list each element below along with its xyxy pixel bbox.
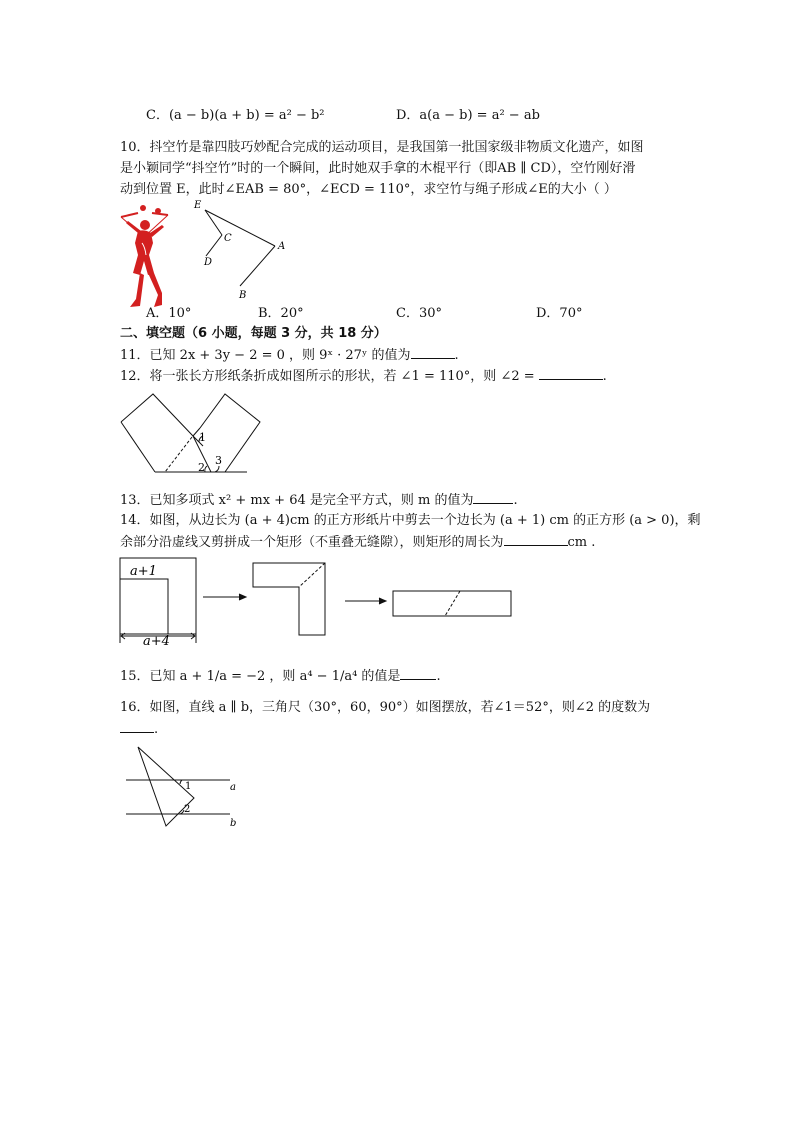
label-line-a: a (230, 782, 236, 793)
q13 (120, 491, 518, 510)
label-b: B (239, 290, 247, 301)
diabolo-player-illustration (118, 203, 180, 313)
q13-answer-blank (473, 491, 513, 504)
q10-line-2: 是小颖同学“抖空竹”时的一个瞬间，此时她双手拿的木棍平行（即AB ∥ CD），空竹刚好滑 (120, 161, 636, 176)
label-d: D (204, 257, 213, 268)
q16-end: . (154, 722, 159, 737)
cut-square (120, 579, 168, 634)
q15 (120, 667, 441, 686)
angle-2-arc (205, 466, 207, 472)
q16-line-2 (120, 720, 158, 739)
q14-line-1: 14．如图，从边长为 (a + 4)cm 的正方形纸片中剪去一个边长为 (a + 1) cm 的正方形 (a > 0)，剩 (120, 513, 701, 528)
label-e: E (194, 200, 202, 211)
label-c: C (224, 233, 232, 244)
q10-option-d: D．70° (536, 306, 583, 321)
segment-ab (240, 246, 275, 286)
q16-figure (118, 744, 248, 834)
q11-answer-blank (411, 346, 455, 359)
q13-text: 13．已知多项式 x² + mx + 64 是完全平方式，则 m 的值为 (120, 493, 474, 508)
q12-answer-blank (539, 367, 603, 380)
q9-option-d: D．a(a − b) = a² − ab (396, 108, 540, 123)
q10-option-b: B．20° (258, 306, 304, 321)
q16-line-1: 16．如图，直线 a ∥ b，三角尺（30°，60，90°）如图摆放，若∠1＝52°，则∠2 的度数为 (120, 700, 651, 715)
q14-line-2 (120, 533, 595, 552)
q11-text: 11．已知 2x + 3y − 2 = 0 ，则 9ˣ · 27ʸ 的值为 (120, 348, 411, 363)
rectangle-dashed-seam (445, 591, 460, 616)
q10-option-a: A．10° (146, 306, 192, 321)
q15-text: 15．已知 a + 1/a = −2 ，则 a⁴ − 1/a⁴ 的值是 (120, 669, 401, 684)
segment-ec (205, 210, 222, 235)
q10-figure (190, 198, 295, 304)
result-rectangle (393, 591, 511, 616)
q10-line-3: 动到位置 E，此时∠EAB = 80°，∠ECD = 110°，求空竹与绳子形成∠E的大小（ ） (120, 182, 617, 197)
label-1: 1 (199, 431, 206, 444)
q15-end: . (436, 669, 441, 684)
q12-end: . (602, 369, 607, 384)
l-shape-dashed-cut (299, 563, 325, 587)
label-a: A (278, 241, 286, 252)
section-heading: 二、填空题（6 小题，每题 3 分，共 18 分） (120, 326, 387, 341)
label-a-plus-4: a+4 (143, 634, 170, 647)
label-1: 1 (185, 781, 192, 792)
q12-figure (115, 390, 265, 485)
q14-answer-blank (504, 533, 568, 546)
q11-end: . (454, 348, 459, 363)
q9-option-c: C．(a − b)(a + b) = a² − b² (146, 108, 325, 123)
q11 (120, 346, 459, 365)
q16-answer-blank (120, 720, 154, 733)
segment-ea (205, 210, 275, 246)
q14-figure (115, 555, 520, 647)
label-2: 2 (184, 804, 191, 815)
angle-1-arc (180, 780, 182, 784)
label-line-b: b (230, 818, 237, 829)
q10-option-c: C．30° (396, 306, 442, 321)
q15-answer-blank (400, 667, 436, 680)
fold-dashed-line (165, 437, 192, 472)
q10-line-1: 10．抖空竹是靠四肢巧妙配合完成的运动项目，是我国第一批国家级非物质文化遗产，如图 (120, 140, 644, 155)
label-2: 2 (198, 461, 205, 474)
segment-cd (206, 235, 222, 256)
left-strip-bottom (121, 422, 155, 472)
arrow-2-head (379, 598, 386, 604)
q12 (120, 367, 607, 386)
label-3: 3 (215, 454, 222, 467)
l-shape (253, 563, 325, 635)
label-a-plus-1: a+1 (130, 564, 157, 579)
arrow-1-head (239, 594, 246, 600)
q12-text: 12．将一张长方形纸条折成如图所示的形状，若 ∠1 = 110°，则 ∠2 = (120, 369, 535, 384)
q13-end: . (513, 493, 518, 508)
q14-unit: cm . (567, 535, 596, 550)
right-strip-edge (200, 394, 260, 472)
q14-line-2-text: 余部分沿虚线又剪拼成一个矩形（不重叠无缝隙），则矩形的周长为 (120, 535, 504, 550)
